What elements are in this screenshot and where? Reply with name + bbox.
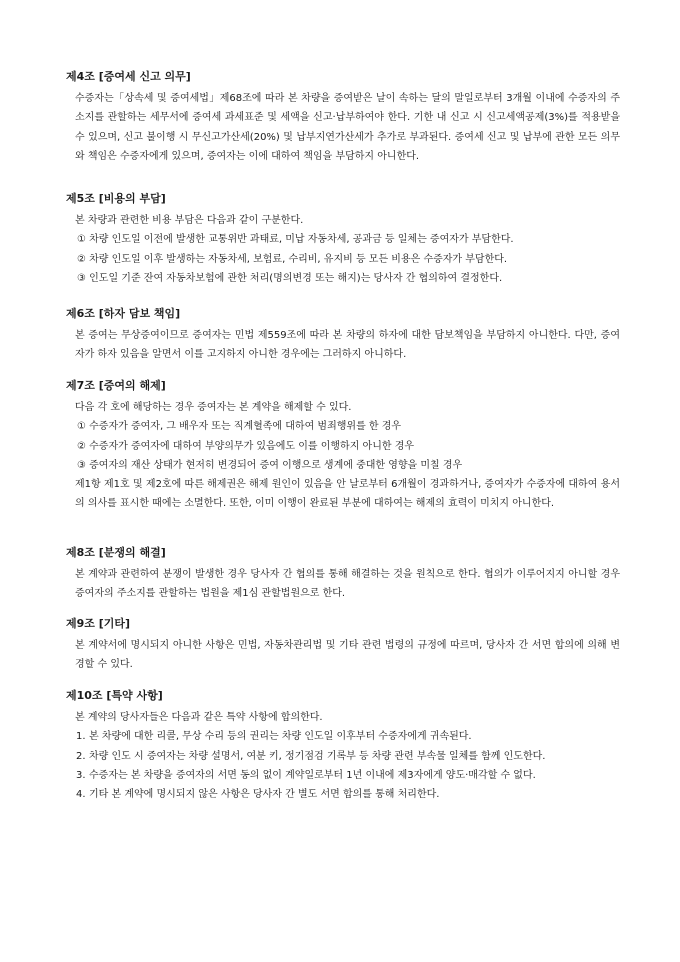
article-7-item: ③ 증여자의 재산 상태가 현저히 변경되어 증여 이행으로 생계에 중대한 영향을 미칠 경우 — [77, 459, 463, 471]
article-9-body: 본 계약서에 명시되지 아니한 사항은 민법, 자동차관리법 및 기타 관련 법령의 규정에 따르며, 당사자 간 서면 합의에 의해 변경할 수 있다. — [75, 640, 620, 671]
article-4-body: 수증자는「상속세 및 증여세법」제68조에 따라 본 차량을 증여받은 날이 속하는 달의 말일로부터 3개월 이내에 수증자의 주소지를 관할하는 세무서에 증여세 과세표준 및 세액을 신고·납부하여야 한다. 기한 내 신고 시 신고세액공제(3%)를 적용받을 수 있으며, 신고 불이행 시 무신고가산세(20%) 및 납부지연가산세가 추가로 부과된다. 증여세 신고 및 납부에 관한 모든 의무와 책임은 수증자에게 있으며, 증여자는 이에 대하여 책임을 부담하지 아니한다. — [75, 93, 620, 162]
list-item-text: 본 차량에 대한 리콜, 무상 수리 등의 권리는 차량 인도일 이후부터 수증자에게 귀속된다. — [89, 731, 472, 743]
article-8-title: 제8조 [분쟁의 해결] — [66, 546, 166, 559]
article-6-body: 본 증여는 무상증여이므로 증여자는 민법 제559조에 따라 본 차량의 하자에 대한 담보책임을 부담하지 아니한다. 다만, 증여자가 하자 있음을 알면서 이를 고지하지 아니한 경우에는 그러하지 아니하다. — [75, 330, 620, 361]
article-8 — [66, 546, 622, 604]
article-5-title: 제5조 [비용의 부담] — [66, 192, 166, 205]
article-10-list — [66, 727, 622, 804]
article-10-intro: 본 계약의 당사자들은 다음과 같은 특약 사항에 합의한다. — [75, 712, 323, 723]
list-item — [66, 785, 622, 804]
article-8-body: 본 계약과 관련하여 분쟁이 발생한 경우 당사자 간 협의를 통해 해결하는 것을 원칙으로 한다. 협의가 이루어지지 아니할 경우 증여자의 주소지를 관할하는 법원을 제1심 관할법원으로 한다. — [75, 569, 620, 600]
article-7-closing: 제1항 제1호 및 제2호에 따른 해제권은 해제 원인이 있음을 안 날로부터 6개월이 경과하거나, 증여자가 수증자에 대하여 용서의 의사를 표시한 때에는 소멸한다. 또한, 이미 이행이 완료된 부분에 대하여는 해제의 효력이 미치지 아니한다. — [75, 479, 620, 510]
article-5-item: ① 차량 인도일 이전에 발생한 교통위반 과태료, 미납 자동차세, 공과금 등 일체는 증여자가 부담한다. — [77, 234, 514, 246]
article-9 — [66, 617, 622, 675]
list-item — [66, 747, 622, 766]
article-7-item: ① 수증자가 증여자, 그 배우자 또는 직계혈족에 대하여 범죄행위를 한 경우 — [77, 421, 402, 433]
list-item-text: 차량 인도 시 증여자는 차량 설명서, 여분 키, 정기점검 기록부 등 차량 관련 부속물 일체를 함께 인도한다. — [89, 750, 546, 762]
article-6 — [66, 307, 622, 365]
article-6-title: 제6조 [하자 담보 책임] — [66, 307, 181, 320]
article-7 — [66, 379, 622, 514]
article-5-item: ③ 인도일 기준 잔여 자동차보험에 관한 처리(명의변경 또는 해지)는 당사자 간 협의하여 결정한다. — [77, 272, 503, 284]
article-7-title: 제7조 [증여의 해제] — [66, 379, 166, 392]
list-item — [66, 766, 622, 785]
article-7-item: ② 수증자가 증여자에 대하여 부양의무가 있음에도 이를 이행하지 아니한 경우 — [77, 440, 415, 452]
article-5 — [66, 192, 622, 288]
list-item-text: 수증자는 본 차량을 증여자의 서면 동의 없이 계약일로부터 1년 이내에 제3자에게 양도·매각할 수 없다. — [89, 769, 536, 781]
article-4-title: 제4조 [증여세 신고 의무] — [66, 70, 191, 83]
article-7-intro: 다음 각 호에 해당하는 경우 증여자는 본 계약을 해제할 수 있다. — [75, 402, 352, 413]
article-4 — [66, 70, 622, 166]
article-5-item: ② 차량 인도일 이후 발생하는 자동차세, 보험료, 수리비, 유지비 등 모든 비용은 수증자가 부담한다. — [77, 253, 508, 265]
list-item-text: 기타 본 계약에 명시되지 않은 사항은 당사자 간 별도 서면 합의를 통해 처리한다. — [89, 789, 440, 801]
article-5-intro: 본 차량과 관련한 비용 부담은 다음과 같이 구분한다. — [75, 215, 304, 226]
list-item-number: 3. — [76, 769, 86, 781]
list-item-number: 1. — [76, 731, 86, 743]
article-10 — [66, 689, 622, 804]
list-item-number: 4. — [76, 789, 86, 801]
list-item-number: 2. — [76, 750, 86, 762]
list-item — [66, 727, 622, 746]
article-9-title: 제9조 [기타] — [66, 617, 131, 630]
article-10-title: 제10조 [특약 사항] — [66, 689, 163, 702]
